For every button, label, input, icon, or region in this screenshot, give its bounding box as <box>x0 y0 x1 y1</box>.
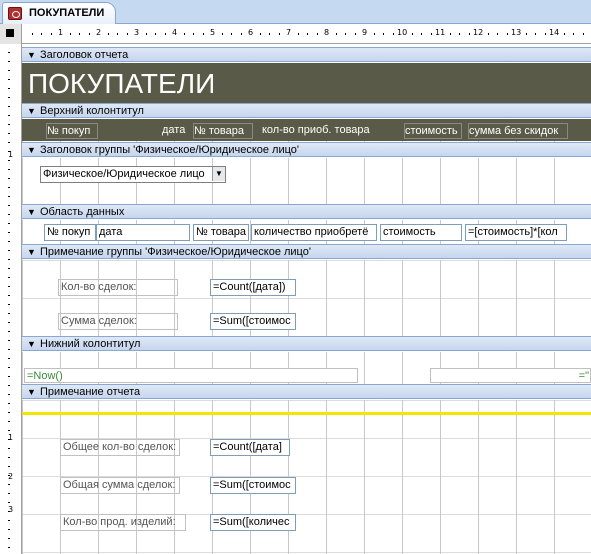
ruler-tick <box>298 33 299 35</box>
vertical-ruler-tick <box>8 178 10 179</box>
total-sum-label[interactable]: Общая сумма сделок: <box>60 477 180 494</box>
vertical-ruler-tick <box>8 52 10 53</box>
ruler-tick <box>231 33 232 35</box>
section-title: Примечание группы 'Физическое/Юридическое лицо' <box>40 246 311 258</box>
vertical-ruler-tick <box>8 169 10 170</box>
ruler-number: 4 <box>172 28 178 37</box>
vertical-ruler-tick <box>8 547 10 548</box>
vertical-ruler-tick <box>8 223 10 224</box>
ruler-tick <box>260 33 261 35</box>
group-combo-value: Физическое/Юридическое лицо <box>43 168 205 180</box>
ruler-tick <box>193 33 194 35</box>
vertical-ruler-tick <box>8 124 10 125</box>
total-sum-field[interactable]: =Sum([стоимос <box>210 477 296 494</box>
vertical-ruler-tick <box>8 322 10 323</box>
ruler-tick <box>241 33 242 35</box>
chevron-down-icon[interactable]: ▼ <box>212 167 225 181</box>
section-title: Нижний колонтитул <box>40 338 141 350</box>
ruler-tick <box>488 33 489 35</box>
total-count-field[interactable]: =Count([дата] <box>210 439 290 456</box>
vertical-ruler-tick <box>8 286 10 287</box>
ruler-tick <box>345 33 346 35</box>
vertical-ruler-number: 2 <box>8 472 14 481</box>
vertical-ruler-tick <box>8 538 10 539</box>
vertical-ruler-tick <box>8 385 10 386</box>
ruler-number: 12 <box>473 28 484 37</box>
vertical-ruler-tick <box>8 466 10 467</box>
vertical-ruler-tick <box>8 367 10 368</box>
detail-field-expression[interactable]: =[стоимость]*[кол <box>465 224 567 241</box>
yellow-line[interactable] <box>22 412 591 415</box>
ruler-tick <box>146 33 147 35</box>
report-icon <box>8 7 22 20</box>
vertical-ruler-tick <box>8 106 10 107</box>
ruler-tick <box>412 33 413 35</box>
ruler-tick <box>70 33 71 35</box>
vertical-ruler-tick <box>8 394 10 395</box>
sum-deals-field[interactable]: =Sum([стоимос <box>210 313 296 330</box>
vertical-ruler-tick <box>8 412 10 413</box>
ruler-tick <box>564 33 565 35</box>
header-label-customer-no[interactable]: № покуп <box>46 123 98 139</box>
section-title: Заголовок отчета <box>40 49 129 61</box>
count-deals-field[interactable]: =Count([дата]) <box>210 279 296 296</box>
now-field[interactable]: =Now() <box>24 368 358 383</box>
vertical-ruler-tick <box>8 88 10 89</box>
vertical-ruler-tick <box>8 70 10 71</box>
ruler-tick <box>32 33 33 35</box>
ruler-number: 11 <box>435 28 446 37</box>
ruler-tick <box>108 33 109 35</box>
vertical-ruler-tick <box>8 61 10 62</box>
header-label-product-no[interactable]: № товара <box>193 123 253 139</box>
page-number-field[interactable]: =" <box>430 368 591 383</box>
group-footer-area <box>22 260 591 336</box>
ruler-tick <box>583 33 584 35</box>
ruler-tick <box>545 33 546 35</box>
vertical-ruler-tick <box>8 331 10 332</box>
ruler-tick <box>421 33 422 35</box>
section-arrow-icon: ▼ <box>27 387 36 397</box>
ruler-number: 2 <box>96 28 102 37</box>
page-header-area <box>22 119 591 142</box>
section-page-footer[interactable] <box>22 336 591 351</box>
vertical-ruler-tick <box>8 430 10 431</box>
ruler-tick <box>507 33 508 35</box>
vertical-ruler-tick <box>8 448 10 449</box>
vertical-ruler-tick <box>8 133 10 134</box>
section-arrow-icon: ▼ <box>27 145 36 155</box>
section-detail[interactable] <box>22 204 591 219</box>
section-page-header[interactable] <box>22 103 591 118</box>
section-group-footer[interactable] <box>22 244 591 259</box>
ruler-tick <box>127 33 128 35</box>
ruler-tick <box>307 33 308 35</box>
report-selector[interactable] <box>0 24 22 44</box>
section-arrow-icon: ▼ <box>27 247 36 257</box>
ruler-tick <box>535 33 536 35</box>
ruler-tick <box>155 33 156 35</box>
ruler-tick <box>269 33 270 35</box>
vertical-ruler-tick <box>8 340 10 341</box>
ruler-tick <box>459 33 460 35</box>
ruler-number: 1 <box>58 28 64 37</box>
ruler-tick <box>355 33 356 35</box>
header-label-sum-no-discount[interactable]: сумма без скидок <box>468 123 568 139</box>
section-group-header[interactable] <box>22 142 591 157</box>
section-report-footer[interactable] <box>22 384 591 399</box>
ruler-tick <box>89 33 90 35</box>
ruler-tick <box>203 33 204 35</box>
detail-field-date[interactable]: дата <box>96 224 190 241</box>
ruler-tick <box>79 33 80 35</box>
page-footer-area <box>22 352 591 384</box>
section-arrow-icon: ▼ <box>27 106 36 116</box>
tab-report-pokupateli[interactable] <box>2 2 116 24</box>
ruler-number: 14 <box>549 28 560 37</box>
section-arrow-icon: ▼ <box>27 50 36 60</box>
header-label-cost[interactable]: стоимость <box>404 123 462 139</box>
vertical-ruler-tick <box>8 313 10 314</box>
ruler-number: 5 <box>210 28 216 37</box>
ruler-number: 6 <box>248 28 254 37</box>
section-title: Примечание отчета <box>40 386 141 398</box>
vertical-ruler-tick <box>8 520 10 521</box>
detail-field-product-no[interactable]: № товара <box>193 224 249 241</box>
vertical-ruler-tick <box>8 259 10 260</box>
vertical-ruler-tick <box>8 421 10 422</box>
ruler-tick <box>497 33 498 35</box>
sum-deals-label[interactable]: Сумма сделок: <box>58 313 178 330</box>
vertical-ruler-tick <box>8 295 10 296</box>
ruler-tick <box>51 33 52 35</box>
ruler-tick <box>450 33 451 35</box>
section-title: Верхний колонтитул <box>40 105 144 117</box>
vertical-ruler-tick <box>8 115 10 116</box>
ruler-tick <box>336 33 337 35</box>
header-label-date[interactable]: дата <box>162 124 186 136</box>
group-combo-field[interactable] <box>40 166 226 183</box>
vertical-ruler-tick <box>8 529 10 530</box>
vertical-ruler-tick <box>8 187 10 188</box>
section-title: Заголовок группы 'Физическое/Юридическое лицо' <box>40 144 299 156</box>
ruler-tick <box>374 33 375 35</box>
section-arrow-icon: ▼ <box>27 207 36 217</box>
report-header-area <box>22 63 591 103</box>
vertical-ruler-number: 1 <box>8 150 14 159</box>
ruler-tick <box>117 33 118 35</box>
ruler-tick <box>469 33 470 35</box>
detail-field-customer-no[interactable]: № покуп <box>44 224 96 241</box>
vertical-ruler-tick <box>8 277 10 278</box>
vertical-ruler-tick <box>8 79 10 80</box>
ruler-number: 10 <box>397 28 408 37</box>
ruler-number: 8 <box>324 28 330 37</box>
ruler-tick <box>184 33 185 35</box>
document-tab-bar <box>0 0 591 24</box>
vertical-ruler-tick <box>8 205 10 206</box>
vertical-ruler-tick <box>8 241 10 242</box>
vertical-ruler-tick <box>8 214 10 215</box>
section-report-header[interactable] <box>22 47 591 62</box>
horizontal-ruler <box>0 24 591 44</box>
ruler-tick <box>431 33 432 35</box>
ruler-tick <box>383 33 384 35</box>
vertical-ruler-tick <box>8 349 10 350</box>
ruler-tick <box>41 33 42 35</box>
count-deals-label[interactable]: Кол-во сделок: <box>58 279 178 296</box>
ruler-number: 7 <box>286 28 292 37</box>
vertical-ruler-number: 1 <box>8 433 14 442</box>
vertical-ruler-tick <box>8 97 10 98</box>
section-title: Область данных <box>40 206 125 218</box>
vertical-ruler-tick <box>8 502 10 503</box>
ruler-tick <box>165 33 166 35</box>
vertical-ruler-tick <box>8 484 10 485</box>
ruler-tick <box>222 33 223 35</box>
vertical-ruler <box>0 44 22 554</box>
ruler-number: 13 <box>511 28 522 37</box>
header-label-quantity[interactable]: кол-во приоб. товара <box>262 124 370 136</box>
ruler-tick <box>526 33 527 35</box>
vertical-ruler-tick <box>8 268 10 269</box>
vertical-ruler-tick <box>8 160 10 161</box>
vertical-ruler-tick <box>8 304 10 305</box>
detail-field-cost[interactable]: стоимость <box>380 224 462 241</box>
ruler-number: 9 <box>362 28 368 37</box>
ruler-number: 3 <box>134 28 140 37</box>
vertical-ruler-tick <box>8 403 10 404</box>
ruler-tick <box>393 33 394 35</box>
ruler-tick <box>279 33 280 35</box>
report-title[interactable]: ПОКУПАТЕЛИ <box>28 68 216 99</box>
total-count-label[interactable]: Общее кол-во сделок: <box>60 439 180 456</box>
vertical-ruler-number: 3 <box>8 505 14 514</box>
vertical-ruler-tick <box>8 376 10 377</box>
vertical-ruler-tick <box>8 232 10 233</box>
qty-sold-label[interactable]: Кол-во прод. изделий: <box>60 514 186 531</box>
vertical-ruler-tick <box>8 493 10 494</box>
vertical-ruler-tick <box>8 457 10 458</box>
vertical-ruler-tick <box>8 358 10 359</box>
detail-field-quantity[interactable]: количество приобретё <box>251 224 377 241</box>
section-arrow-icon: ▼ <box>27 339 36 349</box>
vertical-ruler-tick <box>8 250 10 251</box>
ruler-tick <box>317 33 318 35</box>
qty-sold-field[interactable]: =Sum([количес <box>210 514 296 531</box>
vertical-ruler-tick <box>8 196 10 197</box>
ruler-tick <box>573 33 574 35</box>
detail-area <box>22 220 591 244</box>
vertical-ruler-tick <box>8 142 10 143</box>
group-header-area <box>22 158 591 204</box>
tab-label: ПОКУПАТЕЛИ <box>29 7 105 19</box>
report-footer-area <box>22 400 591 554</box>
